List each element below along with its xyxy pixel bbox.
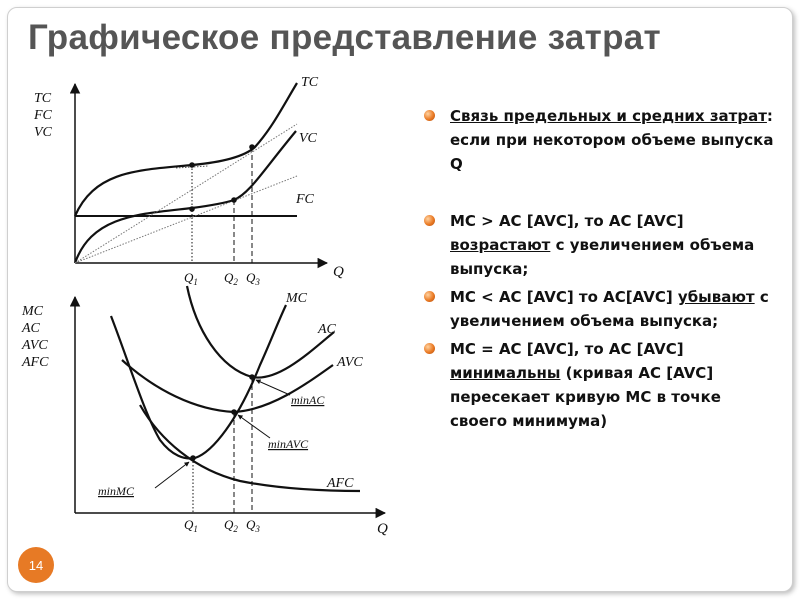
bullet-text: (кривая AC [AVC] пересекает кривую MC в точке своего минимума)	[450, 364, 721, 430]
min-avc-point	[231, 409, 237, 415]
bullet-item	[424, 337, 774, 433]
bullet-lead: MC = AC [AVC], то AC [AVC]	[450, 340, 684, 358]
top-x-label: Q	[333, 264, 344, 280]
bottom-y-label-ac: AC	[22, 321, 40, 336]
mc-label: MC	[286, 291, 307, 306]
bullet-list	[424, 104, 774, 433]
bottom-q2-label: $Q_2$	[224, 517, 238, 534]
min-mc-pointer	[155, 462, 189, 488]
bottom-y-label-mc: MC	[22, 304, 43, 319]
slide-title: Графическое представление затрат	[28, 18, 661, 57]
vc-label: VC	[299, 131, 317, 146]
tc-point-q3	[249, 144, 255, 150]
ac-label: AC	[318, 322, 336, 337]
avc-label: AVC	[337, 355, 363, 370]
tc-point-q1	[189, 162, 195, 168]
top-q3-label: $Q_3$	[246, 270, 260, 287]
bullet-icon	[424, 215, 435, 226]
min-mc-point	[190, 455, 196, 461]
bottom-q1-label: $Q_1$	[184, 517, 198, 534]
fc-label: FC	[296, 192, 314, 207]
bullet-item	[424, 104, 774, 176]
bullet-item	[424, 209, 774, 281]
page-number-badge: 14	[18, 547, 54, 583]
min-avc-label: minAVC	[268, 437, 309, 451]
bottom-q3-label: $Q_3$	[246, 517, 260, 534]
min-ac-label: minAC	[291, 393, 325, 407]
top-q1-label: $Q_1$	[184, 270, 198, 287]
bullet-lead: MC > AC [AVC], то AC [AVC]	[450, 212, 684, 230]
bottom-x-label: Q	[377, 521, 388, 537]
min-avc-pointer	[238, 415, 270, 438]
tc-label: TC	[301, 75, 319, 90]
bullet-underlined: убывают	[677, 288, 755, 306]
bullet-item	[424, 285, 774, 333]
top-q2-label: $Q_2$	[224, 270, 238, 287]
cost-curves-figure	[0, 0, 420, 560]
bullet-underlined: Связь предельных и средних затрат	[450, 107, 767, 125]
bullet-underlined: возрастают	[450, 236, 551, 254]
bullet-icon	[424, 291, 435, 302]
top-chart	[33, 75, 344, 287]
bullet-underlined: минимальны	[450, 364, 561, 382]
top-y-label-vc: VC	[34, 125, 52, 140]
bullet-icon	[424, 343, 435, 354]
bullet-text: : если при некотором объеме выпуска Q	[450, 107, 774, 173]
bullet-lead: MC < AC [AVC] то AC[AVC]	[450, 288, 678, 306]
tc-curve	[75, 83, 297, 216]
bottom-y-label-avc: AVC	[22, 338, 48, 353]
top-y-label-fc: FC	[34, 108, 52, 123]
vc-point-q2	[231, 197, 237, 203]
tc-ray	[75, 124, 297, 263]
vc-ray	[75, 176, 297, 263]
bullet-text: с увеличением объема выпуска;	[450, 236, 755, 278]
bottom-y-label-afc: AFC	[22, 355, 49, 370]
bottom-chart	[21, 286, 388, 537]
afc-label: AFC	[327, 476, 354, 491]
bullet-icon	[424, 110, 435, 121]
vc-curve	[75, 131, 296, 263]
bullet-text: с увеличением объема выпуска;	[450, 288, 769, 330]
min-ac-pointer	[256, 380, 290, 395]
min-ac-point	[249, 374, 255, 380]
min-mc-label: minMC	[98, 484, 134, 498]
top-y-label-tc: TC	[34, 91, 52, 106]
vc-point-q1	[189, 206, 195, 212]
